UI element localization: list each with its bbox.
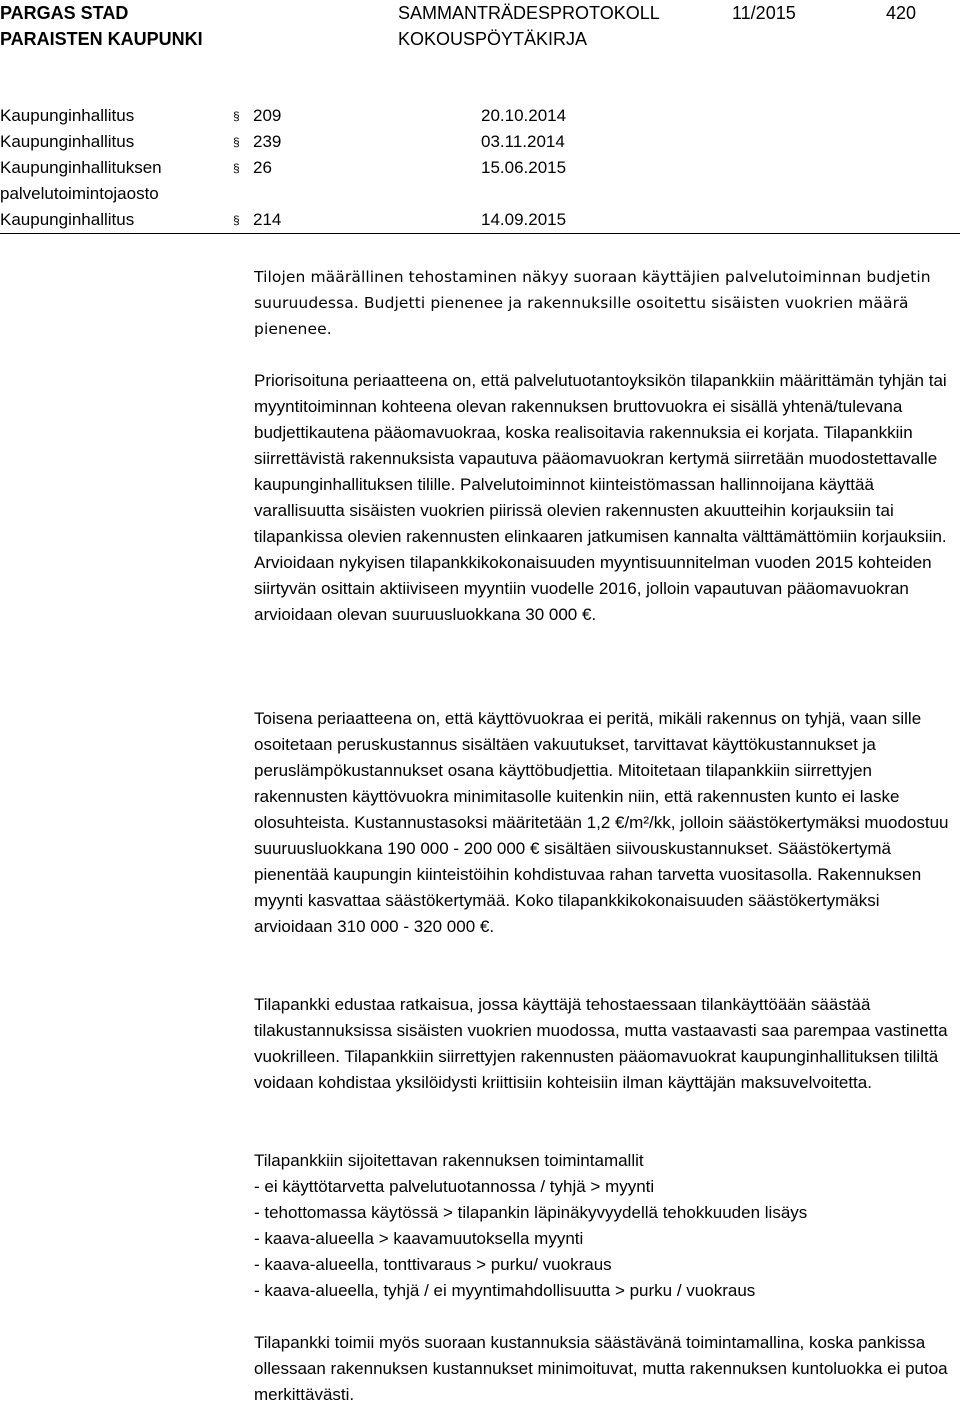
paragraph-text: Tilapankki toimii myös suoraan kustannuksia säästävänä toimintamallina, koska pankissa ollessaan rakennuksen kustannukset minimoituvat, mutta rakennuksen kuntoluokka ei putoa merkittävästi. (254, 1333, 948, 1404)
paragraph-text: Toisena periaatteena on, että käyttövuokraa ei peritä, mikäli rakennus on tyhjä, vaan sille osoitetaan peruskustannus sisältäen vakuutukset, tarvittavat käyttökustannukset ja peruslämpökustannukset osana käyttöbudjettia. Mitoitetaan tilapankkiin siirrettyjen rakennusten käyttövuokra minimitasolle kuitenkin niin, että rakennusten kunto ei laske olosuhteista. Kustannustasoksi määritetään 1,2 €/m²/kk, jolloin säästökertymäksi muodostuu suuruusluokkana 190 000 - 200 000 € sisältäen siivouskustannukset. Säästökertymä pienentää kaupungin kiinteistöihin kohdistuvaa rahan tarvetta vuositasolla. Rakennuksen myynti kasvattaa säästökertymää. Koko tilapankkikokonaisuuden säästökertymäksi arvioidaan 310 000 - 320 000 €. (254, 709, 949, 936)
paragraph-text: Tilapankki edustaa ratkaisua, jossa käyttäjä tehostaessaan tilankäyttöään säästää tilakustannuksissa sisäisten vuokrien muodossa, mutta vastaavasti saa parempaa vastinetta vuokrilleen. Tilapankkiin siirrettyjen rakennusten pääomavuokrat kaupunginhallituksen tililtä voidaan kohdistaa yksilöidysti kriittisiin kohteisiin ilman käyttäjän maksuvelvoitetta. (254, 995, 948, 1092)
section-symbol: § (233, 161, 240, 175)
intro-paragraph: Tilojen määrällinen tehostaminen näkyy suoraan käyttäjien palvelutoiminnan budjetin suuruudessa. Budjetti pienenee ja rakennuksille osoitettu sisäisten vuokrien määrä pienenee. (254, 268, 931, 338)
body-paragraph-2 (254, 706, 960, 940)
document-type-swedish: SAMMANTRÄDESPROTOKOLL (398, 3, 660, 23)
operating-models (254, 1148, 960, 1304)
list-item: - ei käyttötarvetta palvelutuotannossa / tyhjä > myynti (254, 1177, 655, 1196)
organization-name-finnish: PARAISTEN KAUPUNKI (0, 29, 203, 49)
section-number: 214 (253, 210, 282, 229)
page-number: 420 (886, 3, 917, 23)
section-symbol: § (233, 213, 240, 227)
decision-body: Kaupunginhallituksen (0, 158, 162, 177)
list-item: - tehottomassa käytössä > tilapankin läpinäkyvyydellä tehokkuuden lisäys (254, 1203, 808, 1222)
organization-name-swedish: PARGAS STAD (0, 3, 129, 23)
meeting-number: 11/2015 (732, 3, 796, 23)
list-item: - kaava-alueella, tonttivaraus > purku/ vuokraus (254, 1255, 612, 1274)
list-item: - kaava-alueella, tyhjä / ei myyntimahdollisuutta > purku / vuokraus (254, 1281, 756, 1300)
section-symbol: § (233, 109, 240, 123)
body-paragraph-3 (254, 992, 960, 1096)
intro-text (254, 264, 960, 342)
section-number: 26 (253, 158, 272, 177)
section-symbol: § (233, 135, 240, 149)
section-number: 209 (253, 106, 282, 125)
decision-body: Kaupunginhallitus (0, 106, 135, 125)
decision-date: 14.09.2015 (481, 210, 567, 229)
decision-date: 03.11.2014 (481, 132, 565, 151)
decision-body: Kaupunginhallitus (0, 132, 135, 151)
decision-date: 15.06.2015 (481, 158, 567, 177)
section-divider (0, 233, 960, 234)
paragraph-text: Priorisoituna periaatteena on, että palvelutuotantoyksikön tilapankkiin määrittämän tyhjän tai myyntitoiminnan kohteena olevan rakennuksen bruttovuokra ei sisällä yhtenä/tulevana budjettikautena pääomavuokraa, koska realisoitavia rakennuksia ei korjata. Tilapankkiin siirrettävistä rakennuksista vapautuva pääomavuokran kertymä siirretään muodostettavalle kaupunginhallituksen tilille. Palvelutoiminnot kiinteistömassan hallinnoijana käyttää varallisuutta sisäisten vuokrien piirissä olevien rakennusten akuutteihin korjauksiin tai tilapankissa olevien rakennusten elinkaaren jatkumisen kannalta välttämättömiin korjauksiin. Arvioidaan nykyisen tilapankkikokonaisuuden myyntisuunnitelman vuoden 2015 kohteiden siirtyvän osittain aktiiviseen myyntiin vuodelle 2016, jolloin vapautuvan pääomavuokran arvioidaan olevan suuruusluokkana 30 000 €. (254, 371, 947, 624)
section-number: 239 (253, 132, 282, 151)
decision-body: Kaupunginhallitus (0, 210, 135, 229)
models-heading: Tilapankkiin sijoitettavan rakennuksen toimintamallit (254, 1151, 644, 1170)
body-paragraph-1 (254, 368, 960, 628)
document-type-finnish: KOKOUSPÖYTÄKIRJA (398, 29, 588, 49)
closing-paragraph (254, 1330, 960, 1408)
decision-body-continuation: palvelutoimintojaosto (0, 184, 159, 203)
list-item: - kaava-alueella > kaavamuutoksella myynti (254, 1229, 584, 1248)
decision-date: 20.10.2014 (481, 106, 567, 125)
